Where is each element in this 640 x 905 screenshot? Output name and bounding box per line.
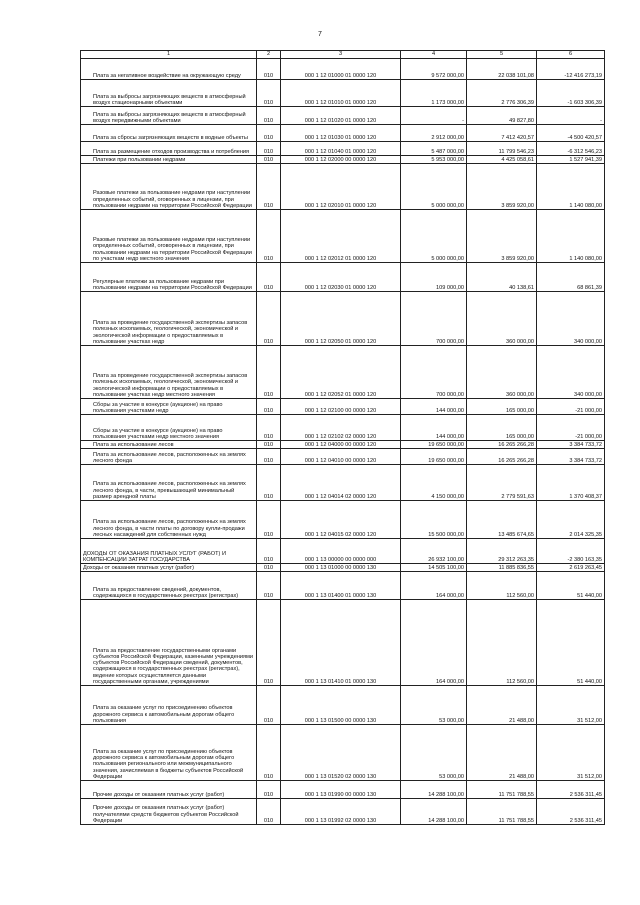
row-kbk-cell: 000 1 12 02030 01 0000 120 — [281, 263, 401, 292]
header-col-4: 4 — [401, 51, 467, 59]
row-plan-cell: 14 288 100,00 — [401, 799, 467, 825]
row-fact-cell: 360 000,00 — [467, 292, 537, 346]
row-kbk-cell: 000 1 13 01500 00 0000 130 — [281, 686, 401, 725]
row-fact-cell: 11 799 546,23 — [467, 142, 537, 156]
row-kbk-cell: 000 1 12 01030 01 0000 120 — [281, 125, 401, 142]
table-row — [81, 156, 605, 164]
row-name-cell: Плата за проведение государственной экспертизы запасов полезных ископаемых, геологической, экономической и экологической информации о предоставляемых в пользование участках недр местного значения — [81, 346, 257, 399]
row-name-cell: Доходы от оказания платных услуг (работ) — [81, 564, 257, 572]
table-row — [81, 142, 605, 156]
row-code-cell: 010 — [257, 125, 281, 142]
row-code-cell: 010 — [257, 441, 281, 449]
header-col-6: 6 — [537, 51, 605, 59]
row-plan-cell: 14 288 100,00 — [401, 781, 467, 799]
table-row — [81, 80, 605, 107]
row-diff-cell: 51 440,00 — [537, 572, 605, 600]
row-fact-cell: 11 751 788,55 — [467, 781, 537, 799]
row-kbk-cell: 000 1 12 04015 02 0000 120 — [281, 501, 401, 539]
row-kbk-cell: 000 1 12 04014 02 0000 120 — [281, 465, 401, 501]
row-name-cell: Сборы за участие в конкурсе (аукционе) на право пользования участками недр — [81, 399, 257, 415]
row-plan-cell: 2 912 000,00 — [401, 125, 467, 142]
row-fact-cell: 2 776 306,39 — [467, 80, 537, 107]
row-fact-cell: 165 000,00 — [467, 399, 537, 415]
row-name-cell: Разовые платежи за пользование недрами при наступлении определенных событий, оговоренных в лицензии, при пользовании недрами на территории Российской Федерации по участкам недр местного значения — [81, 210, 257, 263]
row-fact-cell: 11 751 788,55 — [467, 799, 537, 825]
row-name-cell: Прочие доходы от оказания платных услуг (работ) — [81, 781, 257, 799]
table-row — [81, 210, 605, 263]
row-kbk-cell: 000 1 12 04010 00 0000 120 — [281, 449, 401, 465]
row-diff-cell: -12 416 273,19 — [537, 59, 605, 80]
row-plan-cell: 164 000,00 — [401, 572, 467, 600]
row-code-cell: 010 — [257, 292, 281, 346]
row-kbk-cell: 000 1 12 04000 00 0000 120 — [281, 441, 401, 449]
row-plan-cell: 5 953 000,00 — [401, 156, 467, 164]
row-name-cell: Плата за использование лесов — [81, 441, 257, 449]
row-diff-cell: 2 536 311,45 — [537, 799, 605, 825]
table-row — [81, 564, 605, 572]
row-plan-cell: 1 173 000,00 — [401, 80, 467, 107]
row-plan-cell: 144 000,00 — [401, 399, 467, 415]
table-row — [81, 59, 605, 80]
row-fact-cell: 3 859 920,00 — [467, 210, 537, 263]
row-code-cell: 010 — [257, 465, 281, 501]
row-name-cell: ДОХОДЫ ОТ ОКАЗАНИЯ ПЛАТНЫХ УСЛУГ (РАБОТ) И КОМПЕНСАЦИИ ЗАТРАТ ГОСУДАРСТВА — [81, 539, 257, 564]
row-diff-cell: 2 619 263,45 — [537, 564, 605, 572]
row-code-cell: 010 — [257, 142, 281, 156]
table-row — [81, 572, 605, 600]
row-name-cell: Плата за использование лесов, расположенных на землях лесного фонда, в части, превышающей минимальный размер арендной платы — [81, 465, 257, 501]
row-name-cell: Платежи при пользовании недрами — [81, 156, 257, 164]
row-plan-cell: 4 150 000,00 — [401, 465, 467, 501]
row-name-cell: Плата за сбросы загрязняющих веществ в водные объекты — [81, 125, 257, 142]
row-plan-cell: 14 505 100,00 — [401, 564, 467, 572]
row-code-cell: 010 — [257, 449, 281, 465]
row-plan-cell: 19 650 000,00 — [401, 449, 467, 465]
row-diff-cell: 340 000,00 — [537, 346, 605, 399]
row-code-cell: 010 — [257, 799, 281, 825]
table-row — [81, 292, 605, 346]
row-diff-cell: 3 384 733,72 — [537, 441, 605, 449]
row-diff-cell: 68 861,39 — [537, 263, 605, 292]
row-diff-cell: - — [537, 107, 605, 125]
row-plan-cell: 144 000,00 — [401, 415, 467, 441]
row-fact-cell: 16 265 266,28 — [467, 441, 537, 449]
table-row — [81, 107, 605, 125]
row-code-cell: 010 — [257, 501, 281, 539]
table-row — [81, 441, 605, 449]
row-kbk-cell: 000 1 12 01020 01 0000 120 — [281, 107, 401, 125]
row-diff-cell: 3 384 733,72 — [537, 449, 605, 465]
row-code-cell: 010 — [257, 564, 281, 572]
table-row — [81, 725, 605, 781]
row-kbk-cell: 000 1 13 01990 00 0000 130 — [281, 781, 401, 799]
table-row — [81, 539, 605, 564]
row-kbk-cell: 000 1 13 01400 01 0000 130 — [281, 572, 401, 600]
row-code-cell: 010 — [257, 600, 281, 686]
row-fact-cell: 112 560,00 — [467, 572, 537, 600]
row-kbk-cell: 000 1 13 01000 00 0000 130 — [281, 564, 401, 572]
row-kbk-cell: 000 1 12 02000 00 0000 120 — [281, 156, 401, 164]
row-name-cell: Плата за выбросы загрязняющих веществ в атмосферный воздух передвижными объектами — [81, 107, 257, 125]
row-plan-cell: 53 000,00 — [401, 686, 467, 725]
row-fact-cell: 7 412 420,57 — [467, 125, 537, 142]
table-row — [81, 600, 605, 686]
row-code-cell: 010 — [257, 346, 281, 399]
row-name-cell: Сборы за участие в конкурсе (аукционе) на право пользования участками недр местного значения — [81, 415, 257, 441]
header-col-3: 3 — [281, 51, 401, 59]
row-plan-cell: 164 000,00 — [401, 600, 467, 686]
row-code-cell: 010 — [257, 686, 281, 725]
header-col-2: 2 — [257, 51, 281, 59]
row-name-cell: Плата за проведение государственной экспертизы запасов полезных ископаемых, геологической, экономической и экологической информации о предоставляемых в пользование участках недр — [81, 292, 257, 346]
row-diff-cell: 2 536 311,45 — [537, 781, 605, 799]
table-row — [81, 465, 605, 501]
row-fact-cell: 165 000,00 — [467, 415, 537, 441]
row-name-cell: Плата за предоставление сведений, документов, содержащихся в государственных реестрах (регистрах) — [81, 572, 257, 600]
row-name-cell: Разовые платежи за пользование недрами при наступлении определенных событий, оговоренных в лицензии, при пользовании недрами на территории Российской Федерации — [81, 164, 257, 210]
row-kbk-cell: 000 1 12 02102 02 0000 120 — [281, 415, 401, 441]
row-diff-cell: 1 370 408,37 — [537, 465, 605, 501]
row-kbk-cell: 000 1 13 01520 02 0000 130 — [281, 725, 401, 781]
row-plan-cell: 109 000,00 — [401, 263, 467, 292]
row-code-cell: 010 — [257, 539, 281, 564]
row-diff-cell: 1 140 080,00 — [537, 210, 605, 263]
table-row — [81, 346, 605, 399]
page-number: 7 — [318, 31, 322, 38]
row-name-cell: Регулярные платежи за пользование недрами при пользовании недрами на территории Российской Федерации — [81, 263, 257, 292]
row-plan-cell: 700 000,00 — [401, 346, 467, 399]
row-diff-cell: -1 603 306,39 — [537, 80, 605, 107]
row-kbk-cell: 000 1 12 02010 01 0000 120 — [281, 164, 401, 210]
row-plan-cell: 700 000,00 — [401, 292, 467, 346]
row-fact-cell: 22 038 101,08 — [467, 59, 537, 80]
row-code-cell: 010 — [257, 415, 281, 441]
row-code-cell: 010 — [257, 107, 281, 125]
table-header-row — [81, 51, 605, 59]
header-col-5: 5 — [467, 51, 537, 59]
row-kbk-cell: 000 1 12 01040 01 0000 120 — [281, 142, 401, 156]
row-code-cell: 010 — [257, 572, 281, 600]
row-code-cell: 010 — [257, 725, 281, 781]
row-code-cell: 010 — [257, 210, 281, 263]
row-fact-cell: 21 488,00 — [467, 686, 537, 725]
row-fact-cell: 3 859 920,00 — [467, 164, 537, 210]
budget-revenue-table — [80, 50, 605, 825]
row-name-cell: Прочие доходы от оказания платных услуг (работ) получателями средств бюджетов субъектов Российской Федерации — [81, 799, 257, 825]
row-diff-cell: -4 500 420,57 — [537, 125, 605, 142]
row-name-cell: Плата за использование лесов, расположенных на землях лесного фонда — [81, 449, 257, 465]
table-row — [81, 449, 605, 465]
row-code-cell: 010 — [257, 59, 281, 80]
row-fact-cell: 13 485 674,65 — [467, 501, 537, 539]
row-code-cell: 010 — [257, 156, 281, 164]
row-code-cell: 010 — [257, 263, 281, 292]
table-row — [81, 501, 605, 539]
row-code-cell: 010 — [257, 164, 281, 210]
row-kbk-cell: 000 1 13 01410 01 0000 130 — [281, 600, 401, 686]
row-plan-cell: 26 932 100,00 — [401, 539, 467, 564]
table-row — [81, 781, 605, 799]
row-kbk-cell: 000 1 12 02052 01 0000 120 — [281, 346, 401, 399]
row-name-cell: Плата за оказание услуг по присоединению объектов дорожного сервиса к автомобильным дорогам общего пользования регионального или межмуниципального значения, зачисляемая в бюджеты субъектов Российской Федерации — [81, 725, 257, 781]
row-diff-cell: 2 014 325,35 — [537, 501, 605, 539]
row-diff-cell: 1 140 080,00 — [537, 164, 605, 210]
row-diff-cell: -2 380 163,35 — [537, 539, 605, 564]
row-plan-cell: - — [401, 107, 467, 125]
row-kbk-cell: 000 1 12 01010 01 0000 120 — [281, 80, 401, 107]
row-plan-cell: 5 000 000,00 — [401, 210, 467, 263]
row-plan-cell: 53 000,00 — [401, 725, 467, 781]
row-diff-cell: 31 512,00 — [537, 725, 605, 781]
row-diff-cell: -21 000,00 — [537, 399, 605, 415]
row-diff-cell: -6 312 546,23 — [537, 142, 605, 156]
row-name-cell: Плата за оказание услуг по присоединению объектов дорожного сервиса к автомобильным дорогам общего пользования — [81, 686, 257, 725]
row-fact-cell: 21 488,00 — [467, 725, 537, 781]
row-fact-cell: 16 265 266,28 — [467, 449, 537, 465]
row-fact-cell: 360 000,00 — [467, 346, 537, 399]
row-fact-cell: 112 560,00 — [467, 600, 537, 686]
row-name-cell: Плата за выбросы загрязняющих веществ в атмосферный воздух стационарными объектами — [81, 80, 257, 107]
row-kbk-cell: 000 1 13 00000 00 0000 000 — [281, 539, 401, 564]
row-plan-cell: 5 000 000,00 — [401, 164, 467, 210]
table-row — [81, 686, 605, 725]
row-fact-cell: 49 827,80 — [467, 107, 537, 125]
row-fact-cell: 11 885 836,55 — [467, 564, 537, 572]
row-code-cell: 010 — [257, 80, 281, 107]
row-diff-cell: 1 527 941,39 — [537, 156, 605, 164]
row-plan-cell: 15 500 000,00 — [401, 501, 467, 539]
row-diff-cell: -21 000,00 — [537, 415, 605, 441]
row-plan-cell: 9 572 000,00 — [401, 59, 467, 80]
row-kbk-cell: 000 1 12 01000 01 0000 120 — [281, 59, 401, 80]
row-name-cell: Плата за негативное воздействие на окружающую среду — [81, 59, 257, 80]
row-fact-cell: 2 779 591,63 — [467, 465, 537, 501]
header-col-1: 1 — [81, 51, 257, 59]
row-plan-cell: 5 487 000,00 — [401, 142, 467, 156]
row-kbk-cell: 000 1 13 01992 02 0000 130 — [281, 799, 401, 825]
row-fact-cell: 4 425 058,61 — [467, 156, 537, 164]
table-row — [81, 799, 605, 825]
row-kbk-cell: 000 1 12 02100 00 0000 120 — [281, 399, 401, 415]
table-row — [81, 125, 605, 142]
row-diff-cell: 51 440,00 — [537, 600, 605, 686]
row-name-cell: Плата за использование лесов, расположенных на землях лесного фонда, в части платы по договору купли-продажи лесных насаждений для собственных нужд — [81, 501, 257, 539]
row-kbk-cell: 000 1 12 02012 01 0000 120 — [281, 210, 401, 263]
row-fact-cell: 40 138,61 — [467, 263, 537, 292]
table-row — [81, 399, 605, 415]
row-code-cell: 010 — [257, 399, 281, 415]
table-row — [81, 164, 605, 210]
table-row — [81, 263, 605, 292]
row-name-cell: Плата за размещение отходов производства и потребления — [81, 142, 257, 156]
table-row — [81, 415, 605, 441]
row-code-cell: 010 — [257, 781, 281, 799]
row-kbk-cell: 000 1 12 02050 01 0000 120 — [281, 292, 401, 346]
row-plan-cell: 19 650 000,00 — [401, 441, 467, 449]
row-diff-cell: 340 000,00 — [537, 292, 605, 346]
row-diff-cell: 31 512,00 — [537, 686, 605, 725]
row-fact-cell: 29 312 263,35 — [467, 539, 537, 564]
row-name-cell: Плата за предоставление государственными органами субъектов Российской Федерации, казенными учреждениями субъектов Российской Федерации сведений, документов, содержащихся в государственных реестрах (регистрах), ведение которых осуществляется данными государственными органами, учреждениями — [81, 600, 257, 686]
